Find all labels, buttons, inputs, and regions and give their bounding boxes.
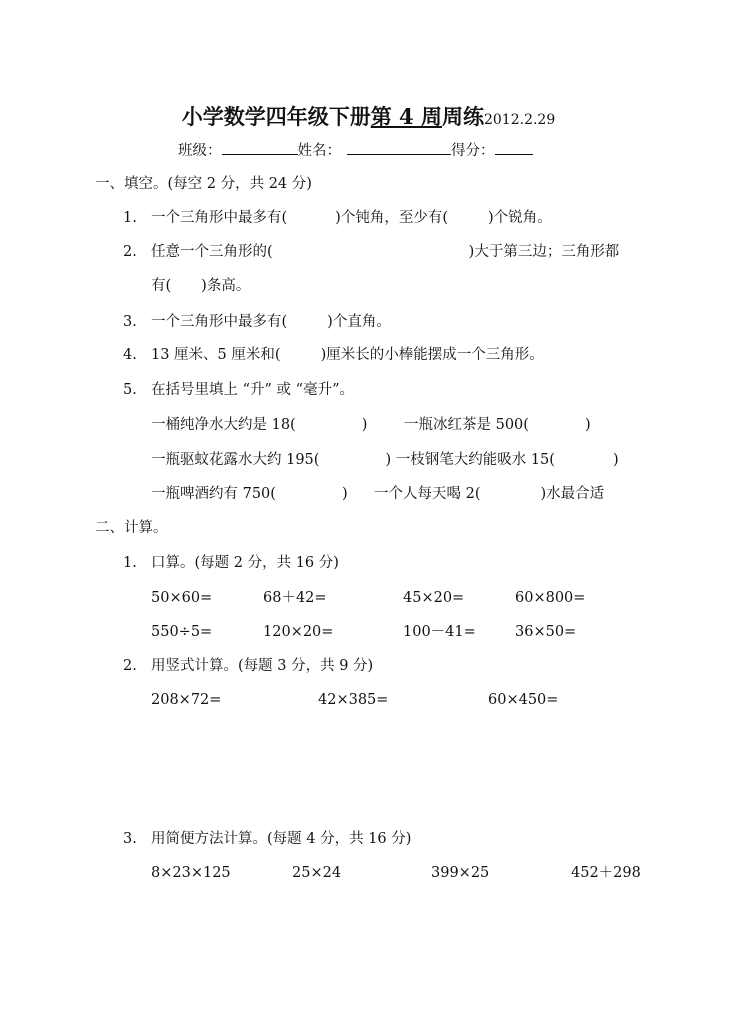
- q2-line-2: [151, 276, 250, 296]
- title-rest: 周练: [441, 104, 484, 129]
- oral-item: 100－41=: [403, 624, 476, 640]
- q5-row2: [151, 450, 619, 470]
- score-blank[interactable]: [495, 140, 533, 155]
- q5-row3-left: [151, 484, 348, 504]
- p3-title: 用简便方法计算。(每题 4 分，共 16 分): [151, 831, 412, 847]
- title-week: 第 4 周: [370, 104, 442, 129]
- class-blank[interactable]: [222, 140, 298, 155]
- p2-number: 2.: [123, 658, 137, 674]
- p2-title: 用竖式计算。(每题 3 分，共 9 分): [151, 658, 374, 674]
- q4-text-b: )厘米长的小棒能摆成一个三角形。: [320, 347, 544, 363]
- p1-number: 1.: [123, 555, 137, 571]
- q1-text-c: )个锐角。: [487, 210, 552, 226]
- q5-r2-text-a: 一瓶驱蚊花露水大约 195(: [151, 452, 320, 468]
- simplify-item: 25×24: [292, 865, 342, 881]
- vertical-calc-item: 42×385=: [318, 692, 389, 708]
- q3-number: 3.: [123, 314, 137, 330]
- q1-number: 1.: [123, 210, 137, 226]
- info-line: [178, 140, 533, 161]
- q5-r1-text-d: ): [584, 417, 591, 433]
- section1-heading: 一、填空。(每空 2 分，共 24 分): [95, 176, 312, 192]
- page-title: [0, 103, 737, 134]
- q4-text-a: 13 厘米、5 厘米和(: [151, 347, 281, 363]
- q3-line: [151, 312, 391, 332]
- oral-item: 120×20=: [263, 624, 334, 640]
- q5-r3-text-a: 一瓶啤酒约有 750(: [151, 486, 276, 502]
- class-label: 班级：: [178, 143, 222, 159]
- q2-text-d: )条高。: [201, 278, 251, 294]
- q5-r2-text-c: ): [612, 452, 619, 468]
- q5-r1-text-b: ): [361, 417, 368, 433]
- q5-number: 5.: [123, 382, 137, 398]
- q3-text-b: )个直角。: [327, 314, 391, 330]
- vertical-calc-item: 60×450=: [488, 692, 559, 708]
- q2-text-c: 有(: [151, 278, 172, 294]
- oral-item: 60×800=: [515, 590, 586, 606]
- q5-row3-right: [374, 484, 604, 504]
- simplify-item: 399×25: [431, 865, 490, 881]
- oral-item: 68＋42=: [263, 590, 327, 606]
- q5-instruction: 在括号里填上 “升” 或 “毫升”。: [151, 382, 354, 398]
- p3-number: 3.: [123, 831, 137, 847]
- q1-text-b: )个钝角，至少有(: [335, 210, 448, 226]
- oral-item: 36×50=: [515, 624, 577, 640]
- q5-r3-text-b: ): [341, 486, 348, 502]
- q5-r3-text-c: 一个人每天喝 2(: [374, 486, 481, 502]
- oral-item: 550÷5=: [151, 624, 213, 640]
- q1-line: [151, 208, 552, 228]
- q5-r2-text-b: ) 一枝钢笔大约能吸水 15(: [385, 452, 555, 468]
- q4-number: 4.: [123, 347, 137, 363]
- name-label: 姓名：: [297, 143, 341, 159]
- q5-row1-left: [151, 415, 367, 435]
- q4-line: [151, 345, 544, 365]
- simplify-item: 8×23×125: [151, 865, 231, 881]
- q2-number: 2.: [123, 244, 137, 260]
- q5-r1-text-a: 一桶纯净水大约是 18(: [151, 417, 296, 433]
- score-label: 得分：: [451, 143, 495, 159]
- q5-row1-right: [404, 415, 591, 435]
- q2-text-a: 任意一个三角形的(: [151, 244, 273, 260]
- p1-title: 口算。(每题 2 分，共 16 分): [151, 555, 339, 571]
- q5-r3-text-d: )水最合适: [540, 486, 605, 502]
- section2-heading: 二、计算。: [95, 520, 168, 536]
- q1-text-a: 一个三角形中最多有(: [151, 210, 288, 226]
- q5-r1-text-c: 一瓶冰红茶是 500(: [404, 417, 529, 433]
- q2-line: [151, 242, 619, 262]
- vertical-calc-item: 208×72=: [151, 692, 222, 708]
- q3-text-a: 一个三角形中最多有(: [151, 314, 288, 330]
- title-main: 小学数学四年级下册: [181, 104, 371, 129]
- simplify-item: 452＋298: [571, 865, 641, 881]
- q2-text-b: )大于第三边；三角形都: [468, 244, 620, 260]
- name-blank[interactable]: [347, 140, 451, 155]
- oral-item: 45×20=: [403, 590, 465, 606]
- title-date: 2012.2.29: [483, 112, 556, 128]
- oral-item: 50×60=: [151, 590, 213, 606]
